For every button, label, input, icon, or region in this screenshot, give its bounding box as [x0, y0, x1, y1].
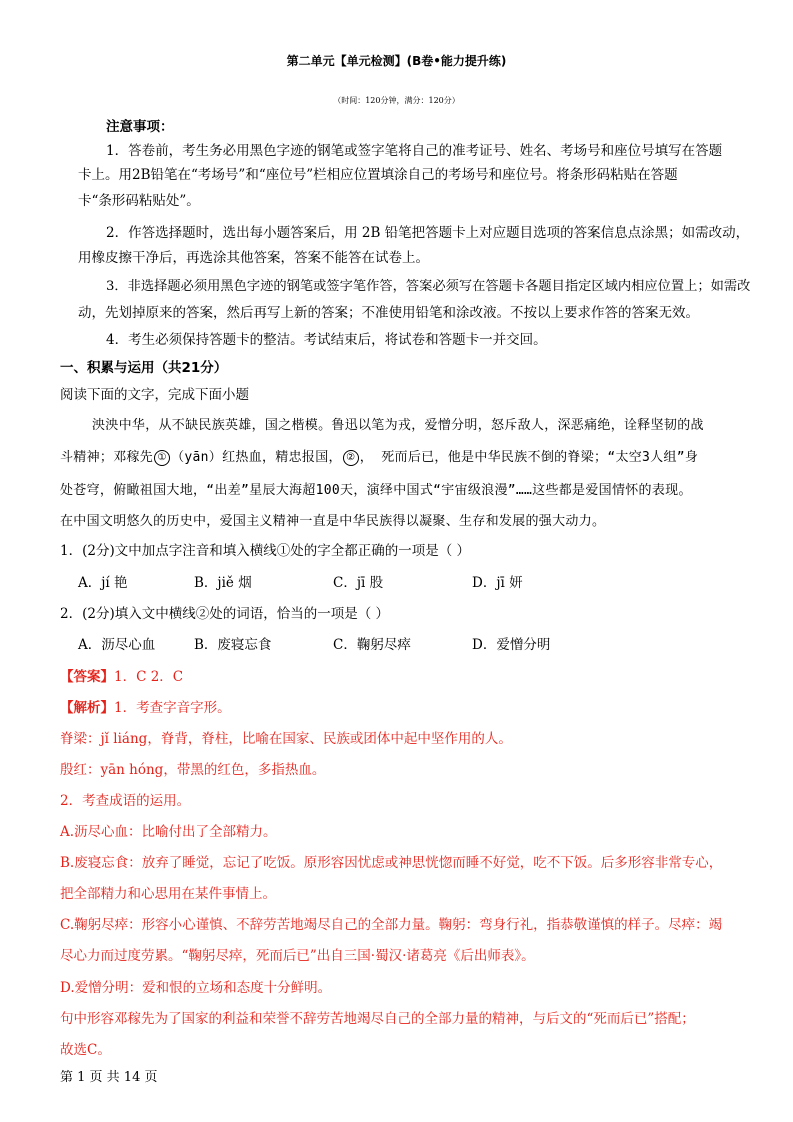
analysis-line-7: 把全部精力和心思用在某件事情上。 — [60, 886, 276, 902]
question-1-option-c: C．jī 股 — [333, 575, 384, 591]
analysis-text: 1．考查字音字形。 — [114, 700, 231, 716]
passage-line-3: 处苍穹，俯瞰祖国大地，“出差”星辰大海超100天，演绎中国式“宇宙级浪漫”……这些都是爱国情怀的表现。 — [60, 483, 692, 498]
question-2-option-d: D．爱憎分明 — [472, 637, 551, 653]
passage-text: 斗精神；邓稼先 — [60, 450, 154, 465]
notice-heading: 注意事项： — [106, 119, 174, 135]
analysis-line-10: D.爱憎分明：爱和恨的立场和态度十分鲜明。 — [60, 980, 332, 996]
blank-2-marker: ② — [343, 450, 359, 466]
answer-text: 1．C 2．C — [114, 669, 184, 685]
page-number: 第 1 页 共 14 页 — [60, 1070, 158, 1085]
analysis-line-5: A.沥尽心血：比喻付出了全部精力。 — [60, 824, 277, 840]
analysis-line-8: C.鞠躬尽瘁：形容小心谨慎、不辞劳苦地竭尽自己的全部力量。鞠躬：弯身行礼，指恭敬谨慎的样子。尽瘁：竭 — [60, 917, 723, 933]
notice-item-3-line-2: 动，先划掉原来的答案，然后再写上新的答案；不准使用铅笔和涂改液。不按以上要求作答的答案无效。 — [78, 305, 699, 321]
question-1-option-a: A．jí 艳 — [78, 575, 128, 591]
question-1-option-b: B．jiě 烟 — [194, 575, 252, 591]
analysis-line-1 — [60, 699, 231, 717]
question-1-option-d: D．jī 妍 — [472, 575, 523, 591]
passage-text: ， 死而后已，他是中华民族不倒的脊梁；“太空3人组”身 — [359, 450, 699, 465]
analysis-line-4: 2．考查成语的运用。 — [60, 793, 191, 809]
analysis-label: 【解析】 — [60, 700, 114, 716]
question-1-stem: 1．(2分)文中加点字注音和填入横线①处的字全都正确的一项是（ ） — [60, 543, 471, 559]
notice-item-1-line-3: 卡“条形码粘贴处”。 — [78, 193, 200, 209]
blank-1 — [153, 450, 171, 465]
analysis-line-9: 尽心力而过度劳累。“鞠躬尽瘁，死而后已”出自三国·蜀汉·诸葛亮《后出师表》。 — [60, 948, 535, 964]
reading-instruction: 阅读下面的文字，完成下面小题 — [60, 387, 249, 403]
passage-line-1: 泱泱中华，从不缺民族英雄，国之楷模。鲁迅以笔为戎，爱憎分明，怒斥敌人，深恶痛绝，诠释坚韧的战 — [92, 418, 704, 433]
analysis-line-3: 殷红：yān hóng，带黑的红色，多指热血。 — [60, 762, 326, 778]
answer-label: 【答案】 — [60, 669, 114, 685]
analysis-line-6: B.废寝忘食：放弃了睡觉，忘记了吃饭。原形容因忧虑或神思恍惚而睡不好觉，吃不下饭。后多形容非常专心， — [60, 855, 723, 871]
passage-line-2 — [60, 449, 698, 467]
notice-item-1-line-1: 1．答卷前，考生务必用黑色字迹的钢笔或签字笔将自己的准考证号、姓名、考场号和座位号填写在答题 — [106, 143, 723, 159]
blank-2 — [342, 450, 360, 465]
analysis-line-11: 句中形容邓稼先为了国家的利益和荣誉不辞劳苦地竭尽自己的全部力量的精神，与后文的“死而后已”搭配； — [60, 1011, 695, 1027]
analysis-line-12: 故选C。 — [60, 1042, 111, 1058]
question-2-stem: 2．(2分)填入文中横线②处的词语，恰当的一项是（ ） — [60, 606, 390, 622]
notice-item-2-line-1: 2．作答选择题时，选出每小题答案后，用 2B 铅笔把答题卡上对应题目选项的答案信息点涂黑；如需改动， — [106, 225, 750, 241]
blank-1-marker: ① — [154, 450, 170, 466]
page-title: 第二单元【单元检测】(B卷•能力提升练) — [286, 54, 507, 68]
notice-item-4: 4．考生必须保持答题卡的整洁。考试结束后，将试卷和答题卡一并交回。 — [106, 332, 547, 348]
section-heading: 一、积累与运用（共21分） — [60, 360, 228, 376]
answer-line — [60, 668, 183, 686]
analysis-line-2: 脊梁：jǐ liáng，脊背，脊柱，比喻在国家、民族或团体中起中坚作用的人。 — [60, 731, 512, 747]
exam-time-info: （时间：120分钟，满分：120分） — [333, 96, 460, 105]
question-2-option-a: A．沥尽心血 — [78, 637, 156, 653]
question-2-option-b: B．废寝忘食 — [194, 637, 272, 653]
notice-item-3-line-1: 3．非选择题必须用黑色字迹的钢笔或签字笔作答，答案必须写在答题卡各题目指定区域内相应位置上；如需改 — [106, 279, 751, 294]
passage-text: （yān）红热血，精忠报国， — [171, 450, 342, 465]
question-2-option-c: C．鞠躬尽瘁 — [333, 637, 411, 653]
passage-line-4: 在中国文明悠久的历史中，爱国主义精神一直是中华民族得以凝聚、生存和发展的强大动力。 — [60, 514, 606, 529]
notice-item-1-line-2: 卡上。用2B铅笔在“考场号”和“座位号”栏相应位置填涂自己的考场号和座位号。将条形码粘贴在答题 — [78, 167, 678, 183]
notice-item-2-line-2: 用橡皮擦干净后，再选涂其他答案，答案不能答在试卷上。 — [78, 250, 429, 266]
